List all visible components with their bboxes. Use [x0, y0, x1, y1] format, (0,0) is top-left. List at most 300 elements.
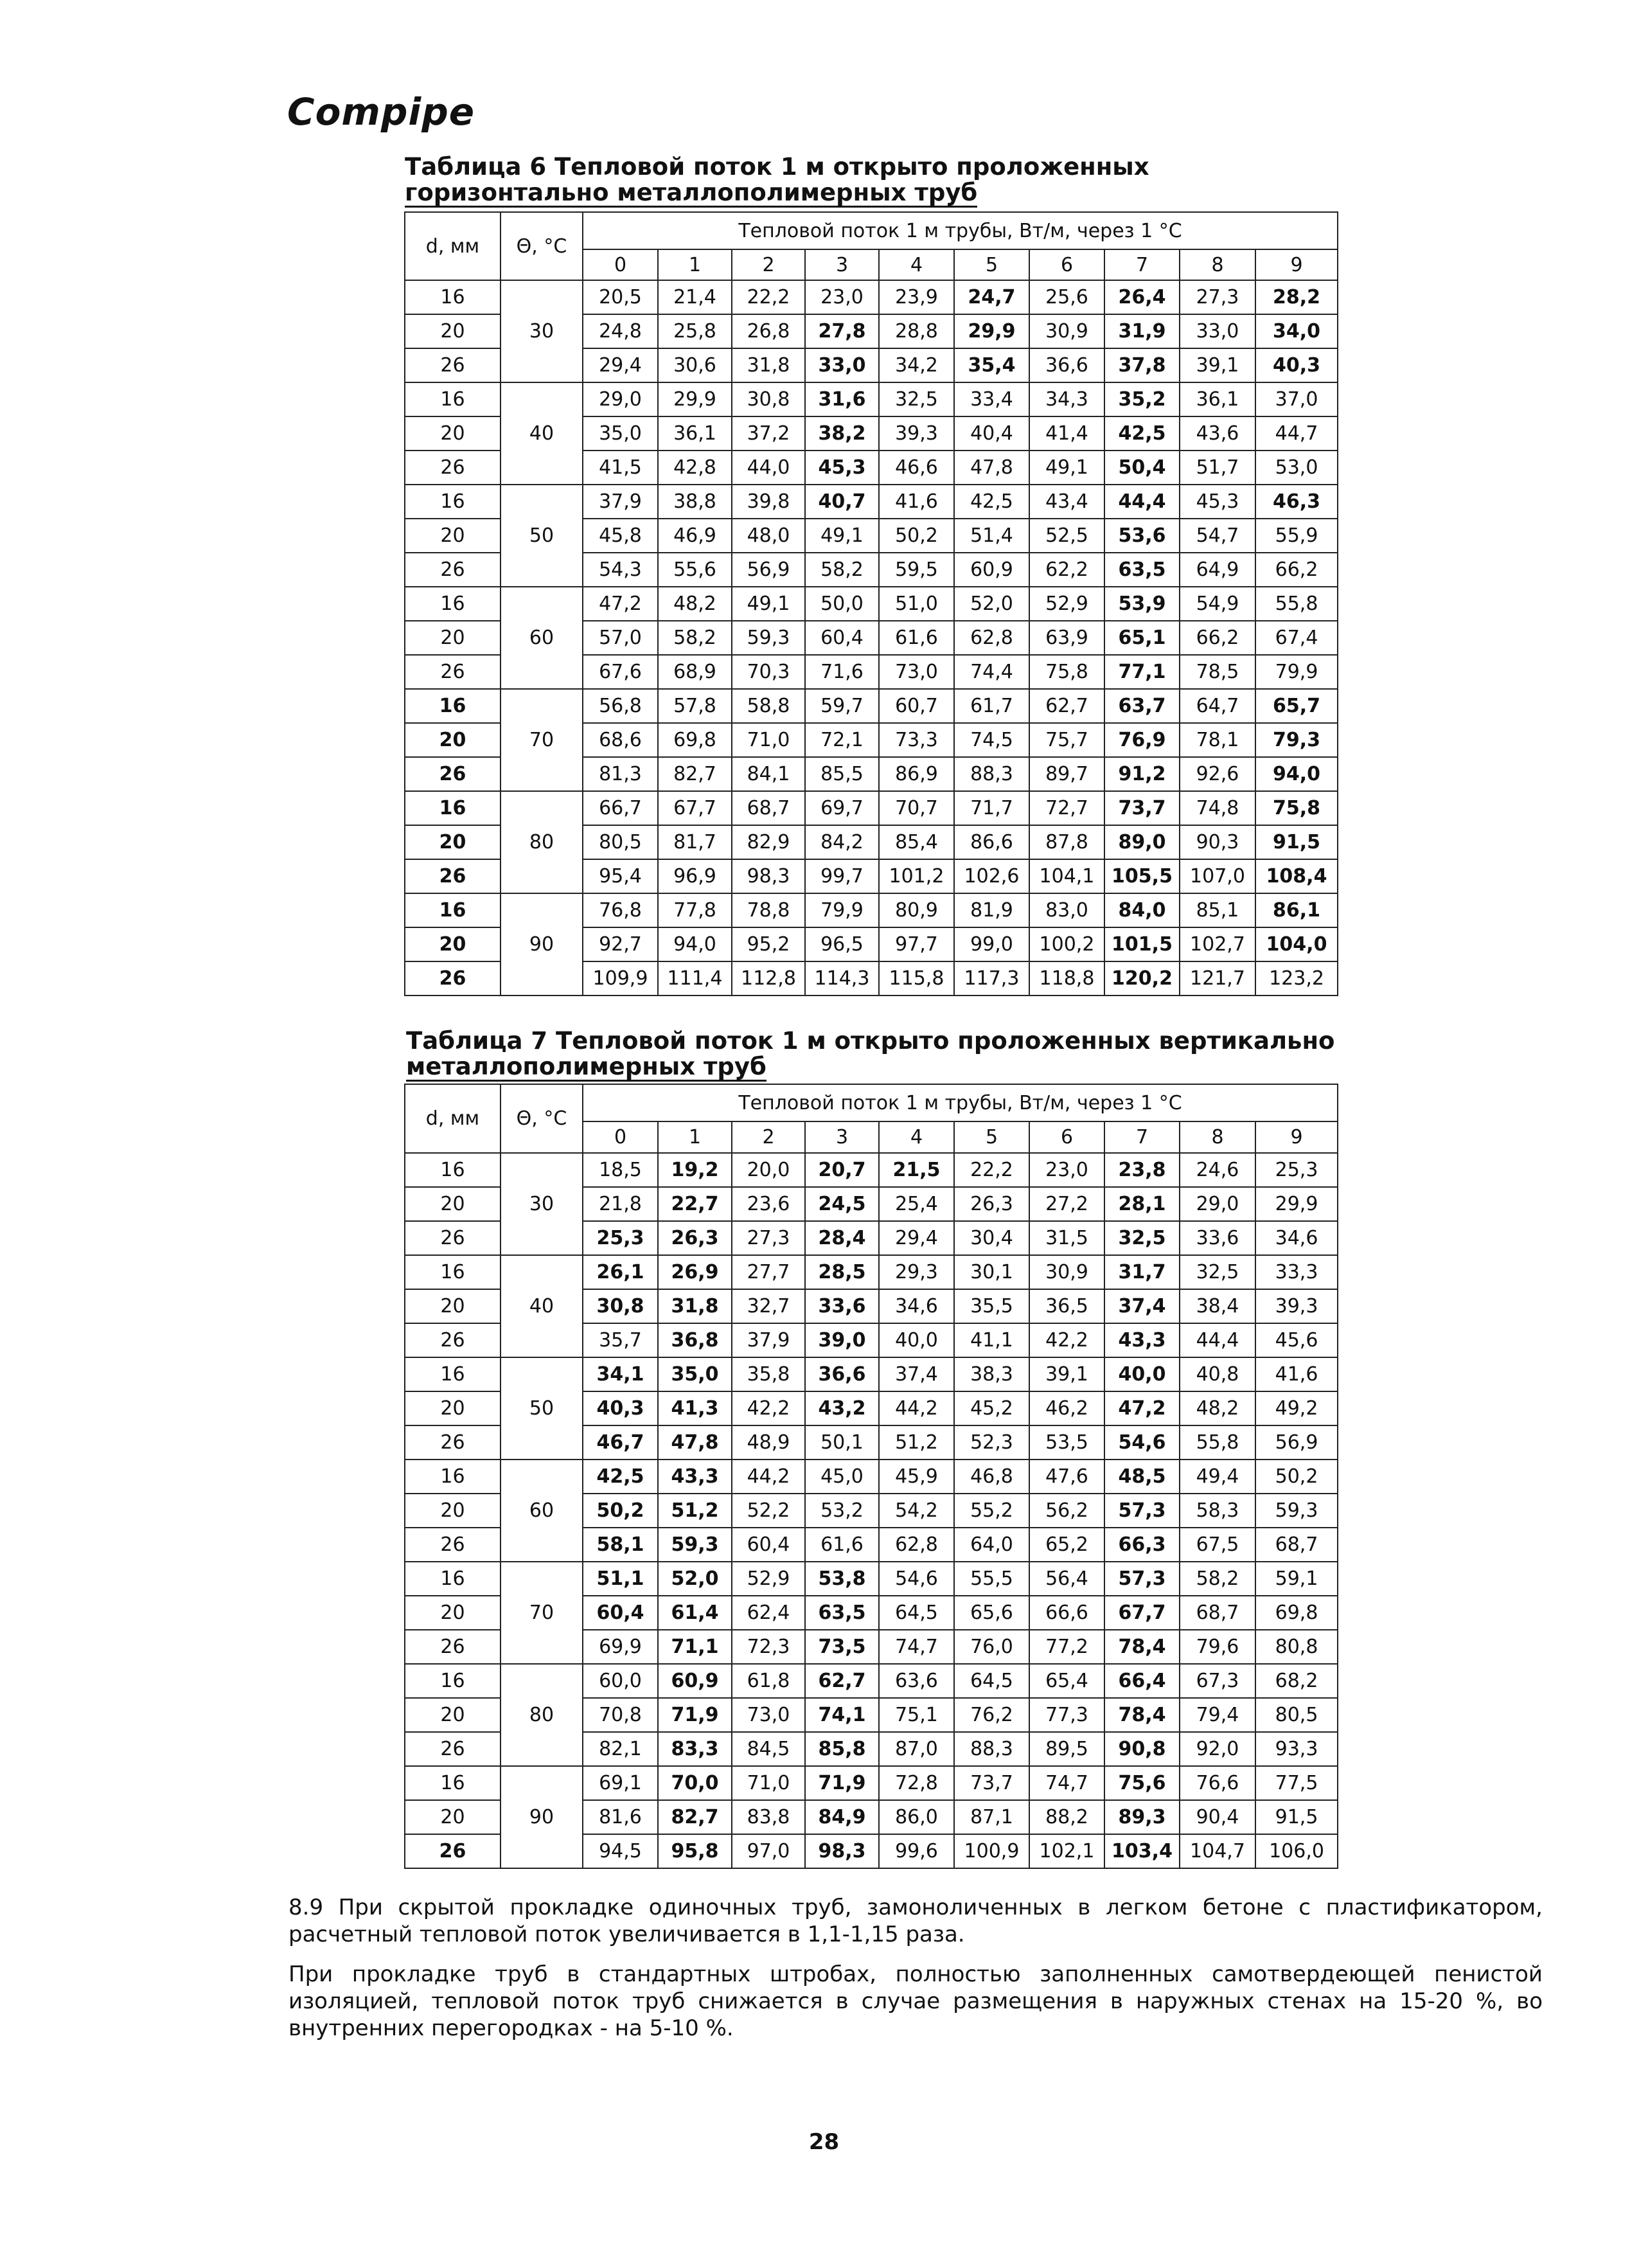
cell-value: 64,7 [1180, 689, 1255, 723]
cell-value: 99,7 [805, 859, 879, 893]
cell-value: 75,1 [879, 1698, 954, 1732]
cell-value: 40,0 [1104, 1357, 1180, 1391]
cell-value: 67,7 [1104, 1596, 1180, 1630]
cell-value: 53,5 [1029, 1425, 1104, 1460]
cell-value: 100,2 [1029, 927, 1104, 961]
cell-value: 41,4 [1029, 416, 1104, 451]
cell-value: 84,2 [805, 825, 879, 859]
cell-value: 56,2 [1029, 1494, 1104, 1528]
cell-value: 112,8 [732, 961, 805, 996]
cell-value: 36,6 [805, 1357, 879, 1391]
header-row [405, 212, 1338, 249]
cell-value: 49,1 [1029, 451, 1104, 485]
cell-value: 38,8 [658, 485, 732, 519]
table-row [405, 1357, 1338, 1391]
cell-d: 26 [405, 757, 501, 791]
cell-value: 65,1 [1104, 621, 1180, 655]
cell-d: 16 [405, 1766, 501, 1800]
cell-value: 104,1 [1029, 859, 1104, 893]
cell-value: 92,0 [1180, 1732, 1255, 1766]
table7 [404, 1084, 1338, 1869]
cell-value: 63,7 [1104, 689, 1180, 723]
cell-value: 37,8 [1104, 348, 1180, 382]
cell-value: 35,5 [954, 1289, 1029, 1323]
cell-value: 51,2 [879, 1425, 954, 1460]
cell-value: 37,4 [1104, 1289, 1180, 1323]
header-row [405, 1084, 1338, 1121]
cell-value: 66,4 [1104, 1664, 1180, 1698]
cell-value: 81,9 [954, 893, 1029, 927]
cell-value: 29,0 [583, 382, 658, 416]
cell-value: 74,7 [1029, 1766, 1104, 1800]
cell-value: 60,4 [805, 621, 879, 655]
cell-value: 62,7 [1029, 689, 1104, 723]
cell-value: 26,9 [658, 1255, 732, 1289]
cell-value: 35,8 [732, 1357, 805, 1391]
cell-value: 108,4 [1255, 859, 1338, 893]
cell-value: 93,3 [1255, 1732, 1338, 1766]
cell-value: 94,0 [1255, 757, 1338, 791]
page-number: 28 [808, 2129, 840, 2155]
cell-value: 95,4 [583, 859, 658, 893]
cell-value: 78,8 [732, 893, 805, 927]
col-header-digit: 5 [954, 1121, 1029, 1153]
cell-value: 58,3 [1180, 1494, 1255, 1528]
cell-value: 23,0 [805, 280, 879, 314]
cell-value: 31,5 [1029, 1221, 1104, 1255]
cell-value: 79,4 [1180, 1698, 1255, 1732]
cell-value: 70,7 [879, 791, 954, 825]
cell-value: 51,2 [658, 1494, 732, 1528]
table-row [405, 1460, 1338, 1494]
cell-value: 66,2 [1180, 621, 1255, 655]
cell-value: 47,2 [1104, 1391, 1180, 1425]
cell-value: 105,5 [1104, 859, 1180, 893]
cell-value: 88,3 [954, 757, 1029, 791]
cell-value: 71,9 [805, 1766, 879, 1800]
cell-value: 23,0 [1029, 1153, 1104, 1187]
cell-value: 77,1 [1104, 655, 1180, 689]
cell-value: 52,0 [658, 1562, 732, 1596]
cell-value: 117,3 [954, 961, 1029, 996]
cell-value: 76,2 [954, 1698, 1029, 1732]
cell-d: 26 [405, 859, 501, 893]
cell-value: 34,0 [1255, 314, 1338, 348]
cell-d: 26 [405, 1323, 501, 1357]
cell-theta: 30 [501, 1153, 583, 1255]
cell-value: 75,6 [1104, 1766, 1180, 1800]
cell-value: 66,6 [1029, 1596, 1104, 1630]
cell-value: 57,3 [1104, 1494, 1180, 1528]
cell-value: 87,8 [1029, 825, 1104, 859]
cell-value: 49,4 [1180, 1460, 1255, 1494]
cell-value: 23,8 [1104, 1153, 1180, 1187]
cell-value: 47,6 [1029, 1460, 1104, 1494]
cell-value: 46,9 [658, 519, 732, 553]
cell-value: 82,7 [658, 757, 732, 791]
col-header-digit: 0 [583, 249, 658, 280]
cell-value: 106,0 [1255, 1834, 1338, 1868]
cell-value: 28,4 [805, 1221, 879, 1255]
cell-value: 109,9 [583, 961, 658, 996]
cell-value: 39,0 [805, 1323, 879, 1357]
cell-d: 20 [405, 1391, 501, 1425]
cell-value: 85,1 [1180, 893, 1255, 927]
cell-value: 114,3 [805, 961, 879, 996]
cell-value: 91,5 [1255, 1800, 1338, 1834]
cell-value: 84,5 [732, 1732, 805, 1766]
cell-value: 34,1 [583, 1357, 658, 1391]
cell-value: 29,9 [1255, 1187, 1338, 1221]
cell-value: 52,0 [954, 587, 1029, 621]
cell-value: 71,6 [805, 655, 879, 689]
col-header-digit: 3 [805, 249, 879, 280]
cell-value: 81,7 [658, 825, 732, 859]
cell-value: 23,9 [879, 280, 954, 314]
cell-value: 21,8 [583, 1187, 658, 1221]
cell-value: 58,2 [1180, 1562, 1255, 1596]
cell-value: 46,3 [1255, 485, 1338, 519]
cell-value: 69,8 [658, 723, 732, 757]
cell-value: 62,8 [879, 1528, 954, 1562]
brand-logo: Compipe [287, 90, 475, 134]
cell-value: 31,8 [658, 1289, 732, 1323]
col-header-digit: 8 [1180, 249, 1255, 280]
cell-value: 68,6 [583, 723, 658, 757]
cell-value: 48,5 [1104, 1460, 1180, 1494]
cell-value: 20,0 [732, 1153, 805, 1187]
cell-value: 28,2 [1255, 280, 1338, 314]
col-header-digit: 6 [1029, 1121, 1104, 1153]
cell-value: 43,4 [1029, 485, 1104, 519]
cell-value: 40,8 [1180, 1357, 1255, 1391]
cell-d: 16 [405, 280, 501, 314]
cell-value: 51,4 [954, 519, 1029, 553]
cell-value: 63,9 [1029, 621, 1104, 655]
cell-d: 16 [405, 1562, 501, 1596]
col-header-theta: Θ, °C [501, 1084, 583, 1153]
cell-value: 101,5 [1104, 927, 1180, 961]
cell-value: 52,5 [1029, 519, 1104, 553]
table-row [405, 791, 1338, 825]
cell-value: 74,4 [954, 655, 1029, 689]
cell-value: 33,3 [1255, 1255, 1338, 1289]
cell-value: 67,6 [583, 655, 658, 689]
cell-value: 77,2 [1029, 1630, 1104, 1664]
cell-value: 75,8 [1255, 791, 1338, 825]
cell-value: 27,3 [1180, 280, 1255, 314]
cell-value: 78,4 [1104, 1698, 1180, 1732]
cell-value: 26,1 [583, 1255, 658, 1289]
cell-value: 35,0 [583, 416, 658, 451]
cell-theta: 90 [501, 893, 583, 996]
cell-value: 54,7 [1180, 519, 1255, 553]
cell-value: 88,3 [954, 1732, 1029, 1766]
cell-value: 47,8 [954, 451, 1029, 485]
cell-value: 39,1 [1180, 348, 1255, 382]
cell-value: 51,1 [583, 1562, 658, 1596]
cell-value: 52,2 [732, 1494, 805, 1528]
cell-value: 80,5 [1255, 1698, 1338, 1732]
table-row [405, 587, 1338, 621]
cell-d: 26 [405, 655, 501, 689]
cell-d: 20 [405, 1800, 501, 1834]
cell-value: 36,5 [1029, 1289, 1104, 1323]
cell-value: 73,3 [879, 723, 954, 757]
cell-value: 53,2 [805, 1494, 879, 1528]
cell-theta: 40 [501, 382, 583, 485]
cell-value: 82,1 [583, 1732, 658, 1766]
col-header-digit: 7 [1104, 1121, 1180, 1153]
cell-value: 30,6 [658, 348, 732, 382]
cell-value: 30,8 [583, 1289, 658, 1323]
cell-value: 34,6 [1255, 1221, 1338, 1255]
cell-value: 50,0 [805, 587, 879, 621]
cell-value: 79,3 [1255, 723, 1338, 757]
cell-value: 60,9 [658, 1664, 732, 1698]
cell-value: 35,4 [954, 348, 1029, 382]
cell-value: 35,7 [583, 1323, 658, 1357]
cell-value: 45,3 [1180, 485, 1255, 519]
cell-d: 26 [405, 1834, 501, 1868]
cell-value: 74,1 [805, 1698, 879, 1732]
cell-value: 25,3 [1255, 1153, 1338, 1187]
cell-value: 31,6 [805, 382, 879, 416]
table-row [405, 689, 1338, 723]
cell-value: 29,4 [879, 1221, 954, 1255]
cell-value: 46,7 [583, 1425, 658, 1460]
col-header-theta: Θ, °C [501, 212, 583, 280]
cell-value: 22,7 [658, 1187, 732, 1221]
cell-value: 71,9 [658, 1698, 732, 1732]
cell-value: 18,5 [583, 1153, 658, 1187]
cell-value: 104,0 [1255, 927, 1338, 961]
cell-d: 20 [405, 927, 501, 961]
cell-value: 46,8 [954, 1460, 1029, 1494]
cell-value: 44,4 [1104, 485, 1180, 519]
cell-value: 26,4 [1104, 280, 1180, 314]
cell-value: 79,9 [805, 893, 879, 927]
cell-value: 20,7 [805, 1153, 879, 1187]
cell-value: 85,5 [805, 757, 879, 791]
cell-value: 52,3 [954, 1425, 1029, 1460]
cell-value: 62,4 [732, 1596, 805, 1630]
col-header-digit: 2 [732, 1121, 805, 1153]
cell-value: 38,4 [1180, 1289, 1255, 1323]
cell-value: 39,1 [1029, 1357, 1104, 1391]
cell-value: 40,3 [1255, 348, 1338, 382]
paragraph-insulation: При прокладке труб в стандартных штробах, полностью заполненных самотвердеющей пенистой изоляцией, тепловой поток труб снижается в случае размещения в наружных стенах на 15-20 %, во внутренних перегородках - на 5-10 %. [288, 1961, 1543, 2041]
cell-value: 51,0 [879, 587, 954, 621]
cell-value: 40,0 [879, 1323, 954, 1357]
cell-d: 20 [405, 621, 501, 655]
cell-value: 27,3 [732, 1221, 805, 1255]
cell-d: 26 [405, 1221, 501, 1255]
cell-value: 65,6 [954, 1596, 1029, 1630]
cell-value: 22,2 [732, 280, 805, 314]
cell-value: 67,3 [1180, 1664, 1255, 1698]
cell-value: 68,7 [1180, 1596, 1255, 1630]
cell-value: 74,8 [1180, 791, 1255, 825]
col-header-digit: 4 [879, 249, 954, 280]
cell-value: 39,8 [732, 485, 805, 519]
cell-value: 53,0 [1255, 451, 1338, 485]
cell-value: 37,4 [879, 1357, 954, 1391]
cell-value: 60,0 [583, 1664, 658, 1698]
cell-value: 77,5 [1255, 1766, 1338, 1800]
cell-value: 69,7 [805, 791, 879, 825]
table-row [405, 1664, 1338, 1698]
cell-d: 16 [405, 1255, 501, 1289]
cell-value: 32,5 [1180, 1255, 1255, 1289]
cell-value: 29,0 [1180, 1187, 1255, 1221]
table6-caption-line1: Таблица 6 Тепловой поток 1 м открыто проложенных [405, 153, 1149, 181]
cell-value: 28,5 [805, 1255, 879, 1289]
cell-d: 20 [405, 723, 501, 757]
cell-value: 37,2 [732, 416, 805, 451]
cell-value: 38,3 [954, 1357, 1029, 1391]
cell-value: 95,8 [658, 1834, 732, 1868]
cell-d: 16 [405, 1153, 501, 1187]
cell-value: 29,9 [658, 382, 732, 416]
cell-value: 81,3 [583, 757, 658, 791]
cell-value: 82,9 [732, 825, 805, 859]
cell-value: 68,2 [1255, 1664, 1338, 1698]
cell-d: 20 [405, 825, 501, 859]
cell-value: 50,2 [1255, 1460, 1338, 1494]
cell-value: 58,2 [658, 621, 732, 655]
cell-value: 67,4 [1255, 621, 1338, 655]
cell-value: 94,5 [583, 1834, 658, 1868]
col-header-d: d, мм [405, 1084, 501, 1153]
col-header-digit: 4 [879, 1121, 954, 1153]
cell-value: 55,2 [954, 1494, 1029, 1528]
cell-value: 102,7 [1180, 927, 1255, 961]
cell-value: 24,8 [583, 314, 658, 348]
cell-value: 20,5 [583, 280, 658, 314]
cell-value: 60,4 [583, 1596, 658, 1630]
table-row [405, 1153, 1338, 1187]
cell-value: 57,8 [658, 689, 732, 723]
cell-d: 20 [405, 1698, 501, 1732]
cell-value: 56,4 [1029, 1562, 1104, 1596]
cell-value: 73,0 [879, 655, 954, 689]
cell-value: 89,3 [1104, 1800, 1180, 1834]
cell-value: 86,6 [954, 825, 1029, 859]
cell-value: 66,3 [1104, 1528, 1180, 1562]
cell-value: 99,0 [954, 927, 1029, 961]
cell-value: 97,7 [879, 927, 954, 961]
cell-d: 16 [405, 1357, 501, 1391]
cell-value: 62,2 [1029, 553, 1104, 587]
cell-value: 33,0 [805, 348, 879, 382]
col-header-digit: 7 [1104, 249, 1180, 280]
cell-value: 65,4 [1029, 1664, 1104, 1698]
cell-d: 16 [405, 1460, 501, 1494]
cell-value: 47,2 [583, 587, 658, 621]
cell-value: 89,5 [1029, 1732, 1104, 1766]
cell-value: 55,5 [954, 1562, 1029, 1596]
cell-value: 90,3 [1180, 825, 1255, 859]
cell-d: 26 [405, 553, 501, 587]
cell-value: 95,2 [732, 927, 805, 961]
cell-value: 46,2 [1029, 1391, 1104, 1425]
cell-d: 26 [405, 1630, 501, 1664]
cell-value: 102,6 [954, 859, 1029, 893]
cell-value: 34,6 [879, 1289, 954, 1323]
cell-value: 65,2 [1029, 1528, 1104, 1562]
cell-value: 80,5 [583, 825, 658, 859]
cell-value: 37,9 [583, 485, 658, 519]
cell-value: 83,8 [732, 1800, 805, 1834]
cell-d: 26 [405, 1732, 501, 1766]
cell-value: 87,0 [879, 1732, 954, 1766]
cell-value: 55,6 [658, 553, 732, 587]
cell-value: 30,4 [954, 1221, 1029, 1255]
cell-value: 59,3 [658, 1528, 732, 1562]
cell-value: 64,0 [954, 1528, 1029, 1562]
cell-d: 20 [405, 1289, 501, 1323]
cell-value: 28,8 [879, 314, 954, 348]
cell-value: 59,5 [879, 553, 954, 587]
cell-value: 86,9 [879, 757, 954, 791]
cell-value: 69,1 [583, 1766, 658, 1800]
cell-value: 63,5 [805, 1596, 879, 1630]
cell-theta: 50 [501, 485, 583, 587]
col-header-d: d, мм [405, 212, 501, 280]
cell-value: 68,7 [1255, 1528, 1338, 1562]
cell-value: 50,1 [805, 1425, 879, 1460]
cell-value: 70,0 [658, 1766, 732, 1800]
cell-value: 48,2 [658, 587, 732, 621]
cell-value: 59,1 [1255, 1562, 1338, 1596]
cell-value: 61,7 [954, 689, 1029, 723]
cell-value: 71,0 [732, 723, 805, 757]
cell-value: 82,7 [658, 1800, 732, 1834]
cell-theta: 30 [501, 280, 583, 382]
cell-value: 73,7 [1104, 791, 1180, 825]
cell-value: 33,6 [805, 1289, 879, 1323]
cell-value: 24,7 [954, 280, 1029, 314]
cell-value: 44,2 [732, 1460, 805, 1494]
cell-value: 41,3 [658, 1391, 732, 1425]
cell-d: 16 [405, 485, 501, 519]
cell-d: 26 [405, 1425, 501, 1460]
cell-value: 21,4 [658, 280, 732, 314]
cell-value: 31,8 [732, 348, 805, 382]
cell-d: 16 [405, 689, 501, 723]
cell-value: 92,6 [1180, 757, 1255, 791]
cell-value: 56,9 [1255, 1425, 1338, 1460]
cell-value: 45,2 [954, 1391, 1029, 1425]
cell-value: 33,4 [954, 382, 1029, 416]
cell-value: 24,5 [805, 1187, 879, 1221]
cell-value: 58,1 [583, 1528, 658, 1562]
cell-value: 72,3 [732, 1630, 805, 1664]
cell-value: 31,9 [1104, 314, 1180, 348]
cell-value: 101,2 [879, 859, 954, 893]
cell-value: 60,9 [954, 553, 1029, 587]
cell-value: 44,7 [1255, 416, 1338, 451]
cell-value: 74,7 [879, 1630, 954, 1664]
cell-value: 92,7 [583, 927, 658, 961]
cell-value: 42,8 [658, 451, 732, 485]
cell-value: 59,3 [732, 621, 805, 655]
cell-value: 64,9 [1180, 553, 1255, 587]
cell-value: 25,8 [658, 314, 732, 348]
cell-value: 71,1 [658, 1630, 732, 1664]
col-header-digit: 3 [805, 1121, 879, 1153]
